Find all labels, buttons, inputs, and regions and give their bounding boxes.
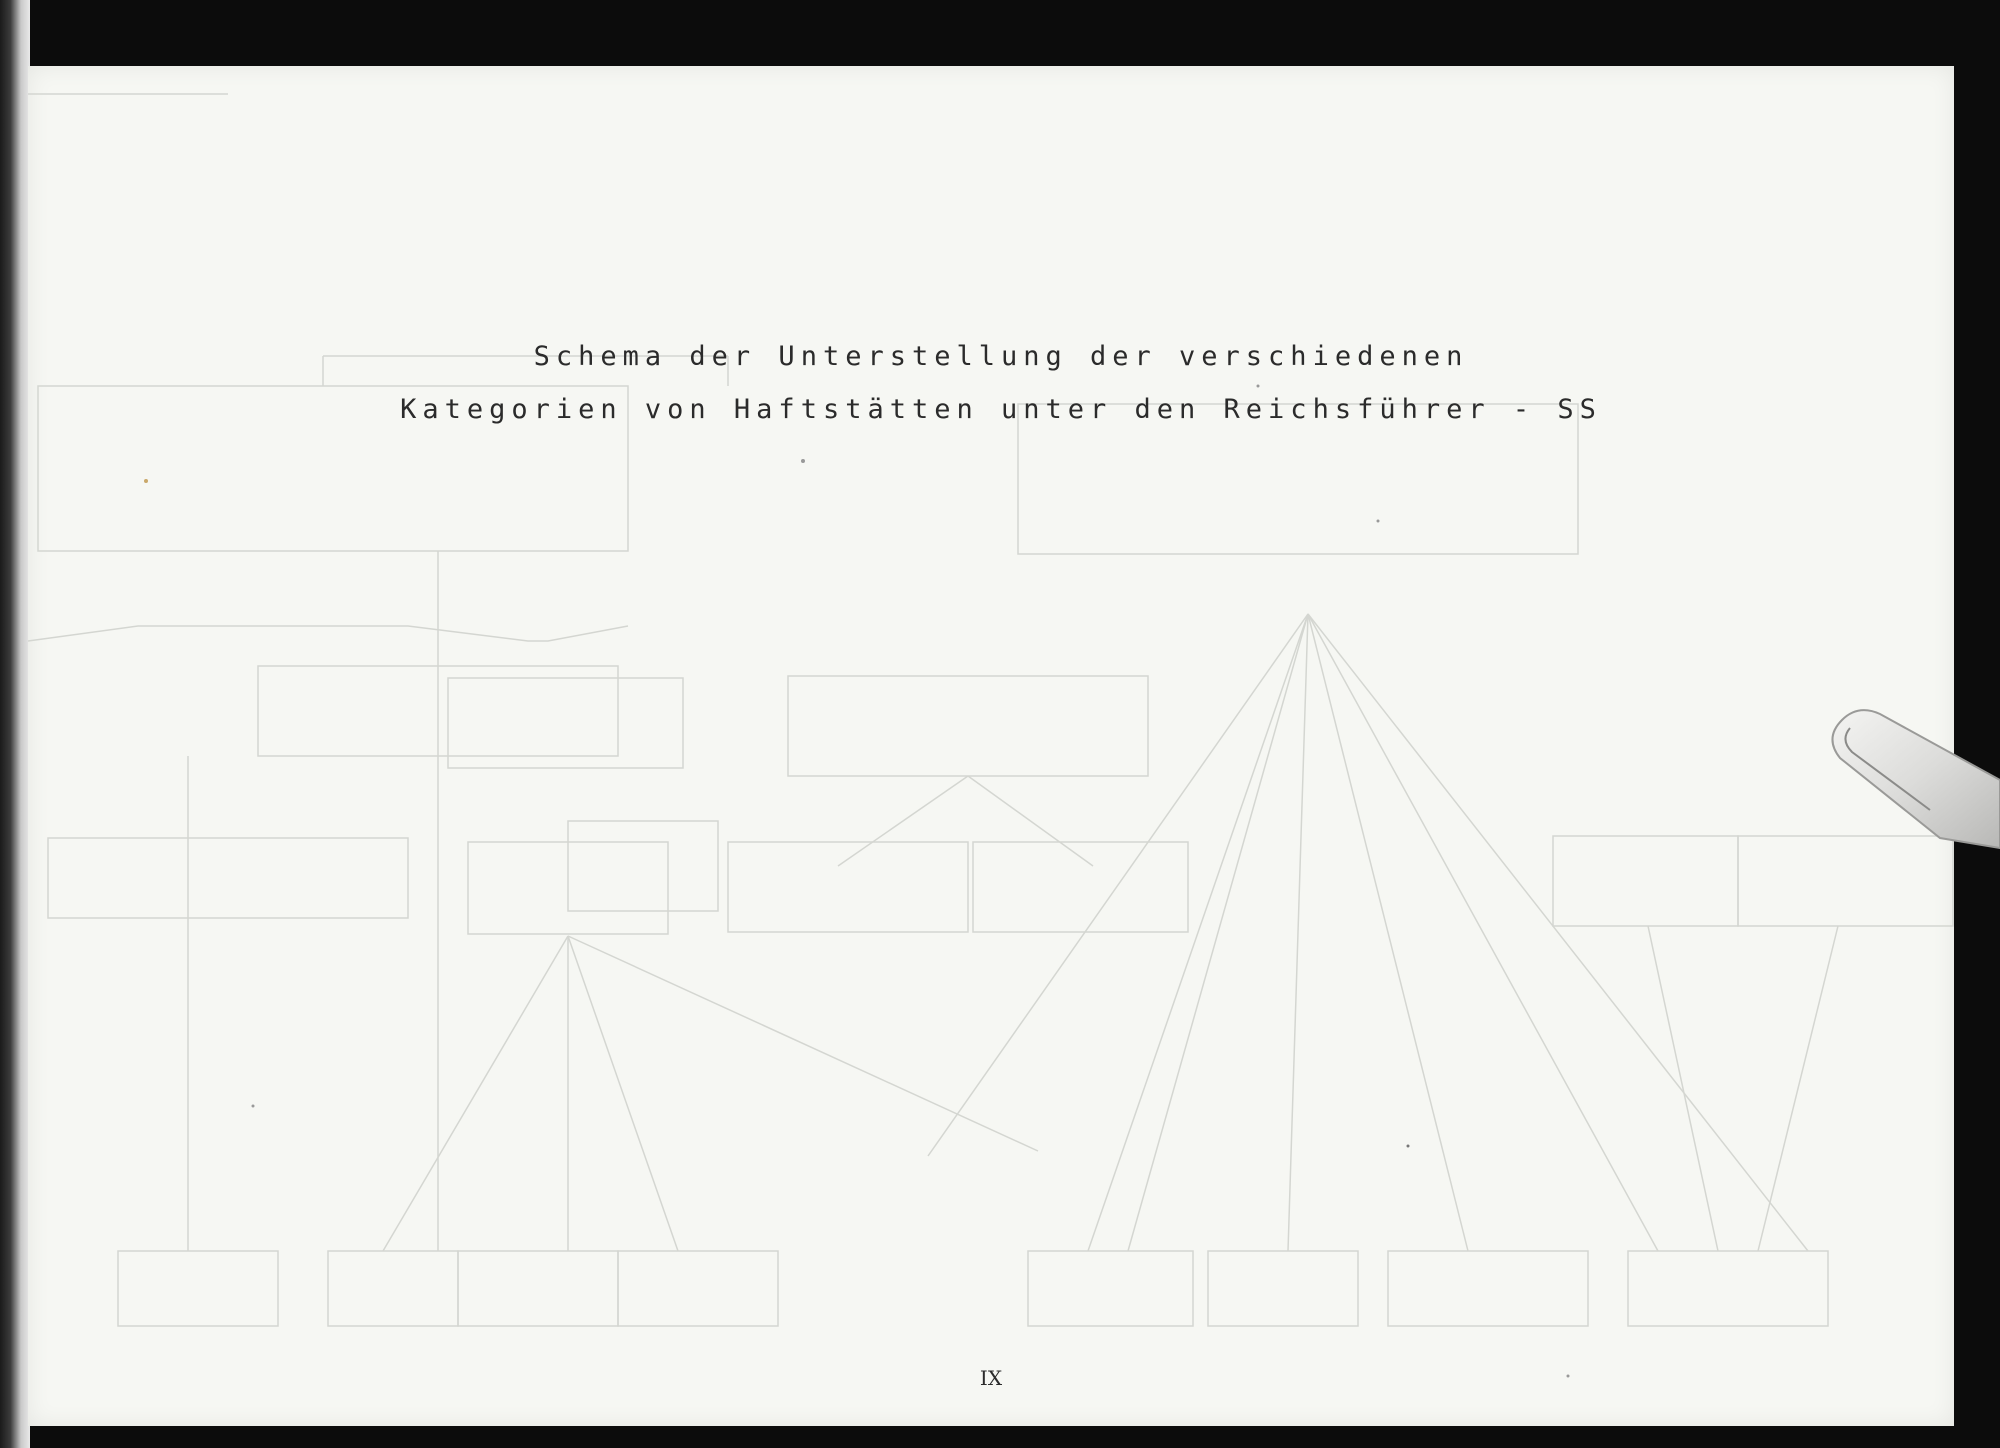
page-sheet xyxy=(28,66,1954,1426)
diagram-title-line-2: Kategorien von Haftstätten unter den Reichsführer - SS xyxy=(400,394,1602,425)
show-through-diagram xyxy=(28,66,1954,1426)
diagram-title-line-1: Schema der Unterstellung der verschiedenen xyxy=(533,341,1469,372)
paper-clip-icon xyxy=(1820,700,2000,860)
page-number: IX xyxy=(979,1366,1003,1390)
book-spine-edge xyxy=(0,0,30,1448)
